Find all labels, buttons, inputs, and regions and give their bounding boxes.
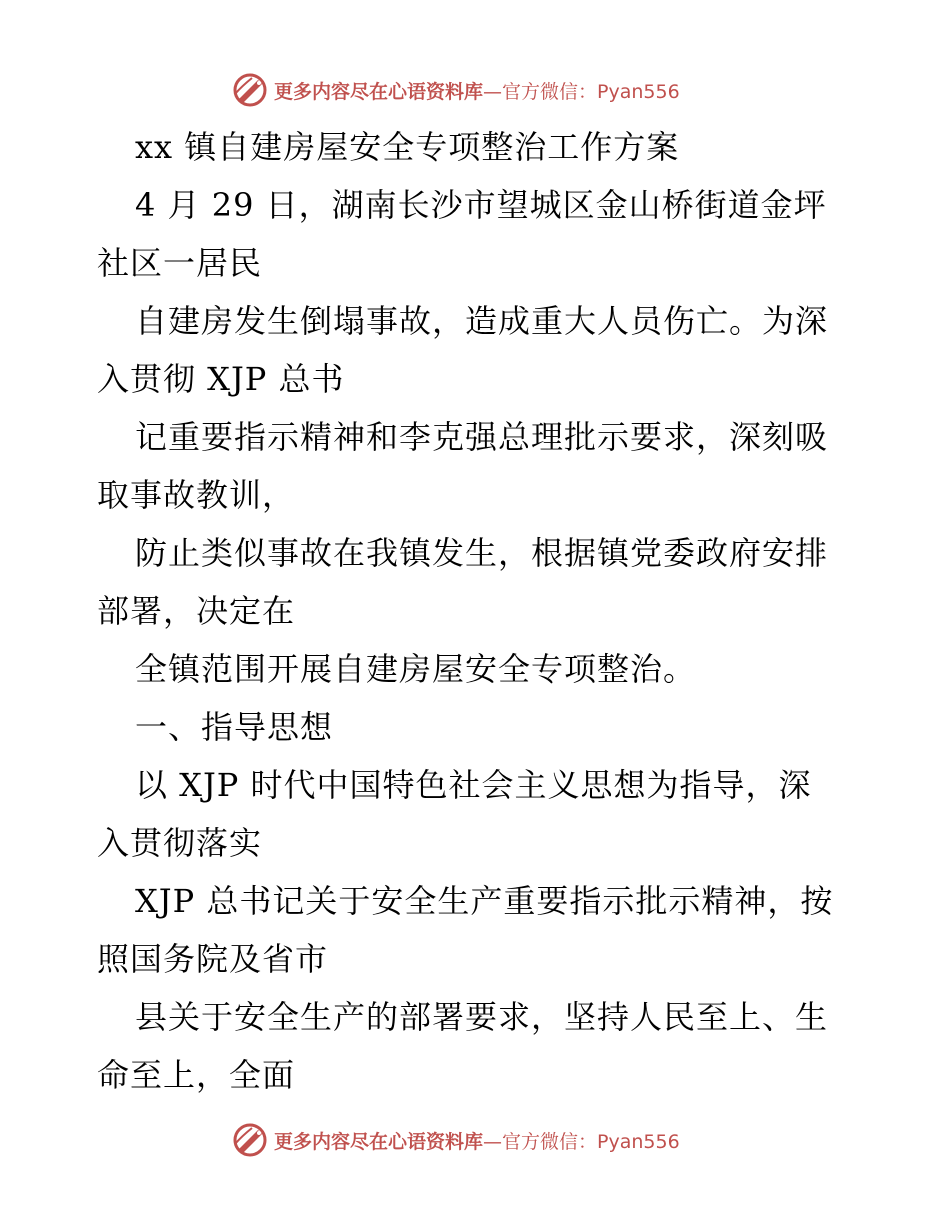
paragraph-line: 部署，决定在 <box>97 592 296 630</box>
banner-site-name: 更多内容尽在心语资料库 <box>274 1130 484 1153</box>
paragraph-line: XJP 总书记关于安全生产重要指示批示精神，按 <box>135 882 834 920</box>
paragraph-line: 自建房发生倒塌事故，造成重大人员伤亡。为深 <box>135 302 829 340</box>
pen-nib-logo-icon <box>232 1122 268 1158</box>
paragraph-line: 入贯彻 XJP 总书 <box>97 360 345 398</box>
banner-wechat-contact: —官方微信：Pyan556 <box>483 80 680 103</box>
paragraph-line: 县关于安全生产的部署要求，坚持人民至上、生 <box>135 998 829 1036</box>
footer-watermark-banner <box>232 1120 680 1160</box>
paragraph-line: 照国务院及省市 <box>97 940 329 978</box>
pen-nib-logo-icon <box>232 72 268 108</box>
paragraph-line: 取事故教训， <box>97 476 296 514</box>
paragraph-line: 以 XJP 时代中国特色社会主义思想为指导，深 <box>135 766 812 804</box>
paragraph-line: 命至上，全面 <box>97 1056 296 1094</box>
paragraph-line: 社区一居民 <box>97 244 263 282</box>
banner-site-name: 更多内容尽在心语资料库 <box>274 80 484 103</box>
paragraph-line: 4 月 29 日，湖南长沙市望城区金山桥街道金坪 <box>135 186 827 224</box>
doc-title: xx 镇自建房屋安全专项整治工作方案 <box>135 128 680 166</box>
paragraph-line: 入贯彻落实 <box>97 824 263 862</box>
paragraph-line: 记重要指示精神和李克强总理批示要求，深刻吸 <box>135 418 829 456</box>
header-watermark-banner <box>232 70 680 110</box>
section-heading: 一、指导思想 <box>135 708 334 746</box>
document-body <box>97 118 857 1104</box>
paragraph-line: 全镇范围开展自建房屋安全专项整治。 <box>135 650 697 688</box>
paragraph-line: 防止类似事故在我镇发生，根据镇党委政府安排 <box>135 534 829 572</box>
banner-wechat-contact: —官方微信：Pyan556 <box>483 1130 680 1153</box>
